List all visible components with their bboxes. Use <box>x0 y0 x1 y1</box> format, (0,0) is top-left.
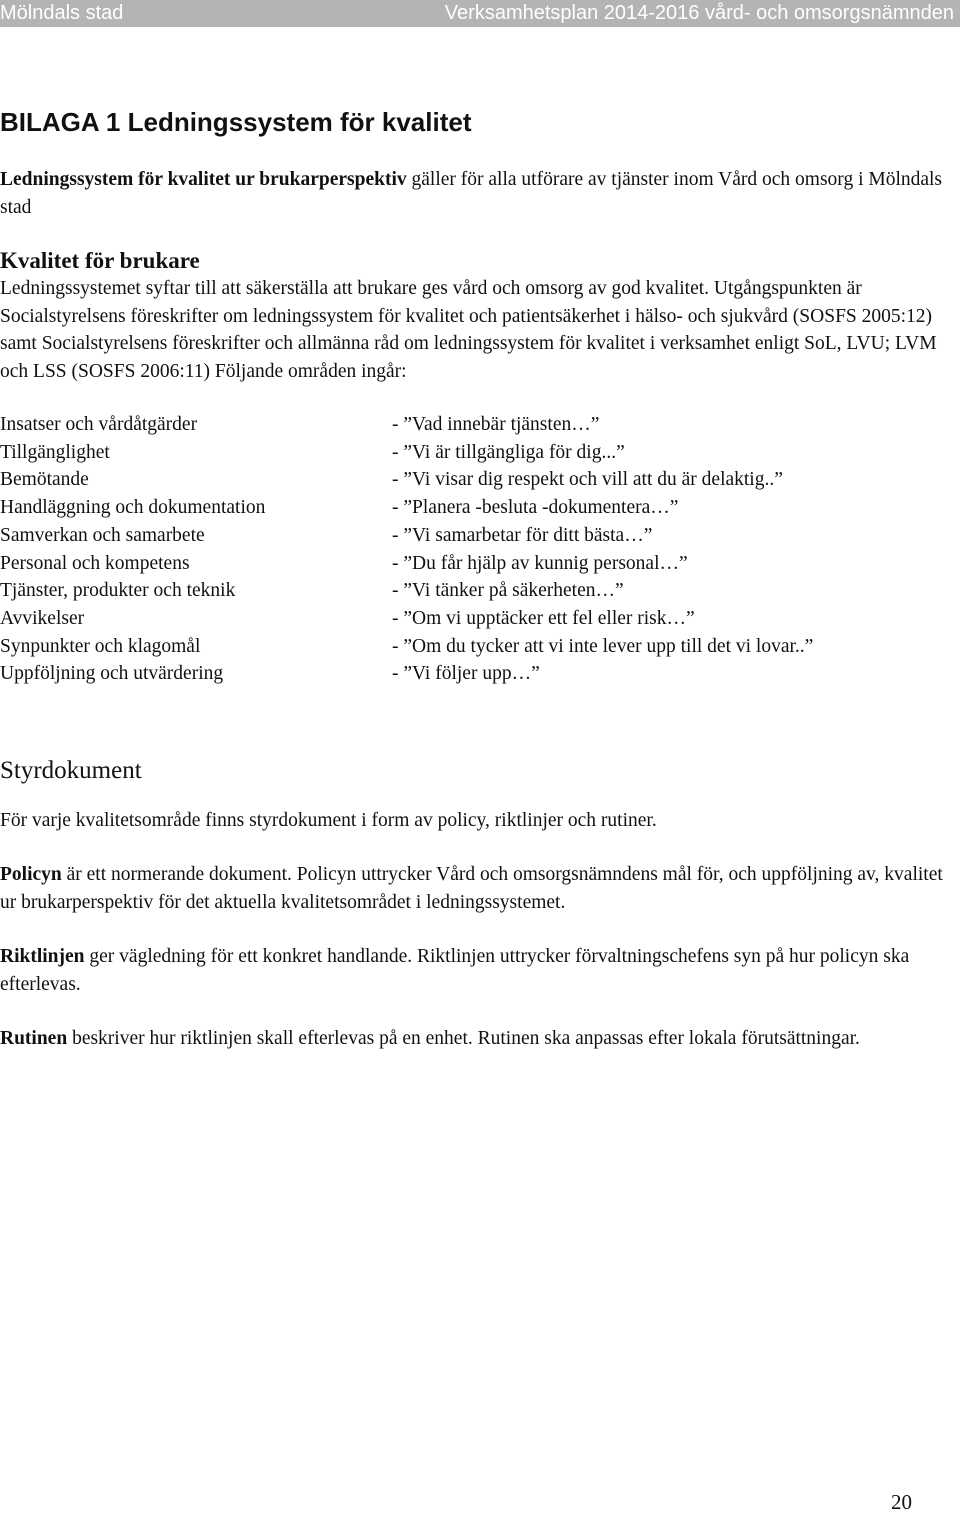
page-content <box>0 104 945 1080</box>
styrdokument-intro: För varje kvalitetsområde finns styrdokument i form av policy, riktlinjer och rutiner. <box>0 809 657 831</box>
area-name: Bemötande <box>0 469 89 491</box>
area-motto: - ”Vi visar dig respekt och vill att du är delaktig..” <box>392 469 783 491</box>
area-name: Insatser och vårdåtgärder <box>0 414 198 435</box>
area-name: Uppföljning och utvärdering <box>0 663 224 685</box>
policy-text: är ett normerande dokument. Policyn uttrycker Vård och omsorgsnämndens mål för, och uppföljning av, kvalitet ur brukarperspektiv för det aktuella kvalitetsområdet i ledningssystemet. <box>0 864 943 913</box>
quality-paragraph: Ledningssystemet syftar till att säkerställa att brukare ges vård och omsorg av god kvalitet. Utgångspunkten är Socialstyrelsens föreskrifter om ledningssystem för kvalitet och patientsäkerhet i hälso- och sjukvård (SOSFS 2005:12) samt Socialstyrelsens föreskrifter och allmänna råd om ledningssystem för kvalitet i verksamhet enligt SoL, LVU; LVM och LSS (SOSFS 2006:11) Följande områden ingår: <box>0 278 937 382</box>
riktlinje-term: Riktlinjen <box>0 946 85 968</box>
intro-text: gäller för alla utförare av tjänster inom Vård och omsorg i Mölndals stad <box>0 169 943 218</box>
area-name: Avvikelser <box>0 607 85 629</box>
area-name: Samverkan och samarbete <box>0 524 205 546</box>
page-header <box>0 0 960 27</box>
area-motto: - ”Vi samarbetar för ditt bästa…” <box>392 524 653 546</box>
area-name: Handläggning och dokumentation <box>0 497 266 519</box>
intro-paragraph <box>0 166 945 221</box>
area-motto: - ”Vi tänker på säkerheten…” <box>392 580 624 602</box>
area-name: Tjänster, produkter och teknik <box>0 580 236 602</box>
area-motto: - ”Vi följer upp…” <box>392 663 540 685</box>
area-name: Personal och kompetens <box>0 552 190 574</box>
page-number: 20 <box>891 1490 912 1514</box>
area-name: Tillgänglighet <box>0 441 110 463</box>
riktlinje-text: ger vägledning för ett konkret handlande. Riktlinjen uttrycker förvaltningschefens syn på hur policyn ska efterlevas. <box>0 946 910 995</box>
header-document-title: Verksamhetsplan 2014-2016 vård- och omsorgsnämnden <box>444 2 954 24</box>
quality-areas-list <box>0 411 945 688</box>
styrdokument-heading: Styrdokument <box>0 757 142 785</box>
intro-bold: Ledningssystem för kvalitet ur brukarperspektiv <box>0 169 407 190</box>
quality-heading: Kvalitet för brukare <box>0 248 200 273</box>
area-motto: - ”Vad innebär tjänsten…” <box>392 414 600 435</box>
policy-paragraph <box>0 861 945 916</box>
page-title: BILAGA 1 Ledningssystem för kvalitet <box>0 107 472 137</box>
area-motto: - ”Vi är tillgängliga för dig...” <box>392 441 625 463</box>
area-motto: - ”Om du tycker att vi inte lever upp till det vi lovar..” <box>392 635 814 657</box>
rutin-paragraph <box>0 1025 945 1053</box>
area-motto: - ”Om vi upptäcker ett fel eller risk…” <box>392 607 695 629</box>
rutin-text: beskriver hur riktlinjen skall efterlevas på en enhet. Rutinen ska anpassas efter lokala förutsättningar. <box>67 1028 860 1050</box>
policy-term: Policyn <box>0 864 62 886</box>
rutin-term: Rutinen <box>0 1028 68 1050</box>
area-motto: - ”Planera -besluta -dokumentera…” <box>392 497 679 519</box>
riktlinje-paragraph <box>0 943 945 998</box>
area-name: Synpunkter och klagomål <box>0 635 201 657</box>
area-motto: - ”Du får hjälp av kunnig personal…” <box>392 552 688 574</box>
header-organization: Mölndals stad <box>0 2 124 24</box>
